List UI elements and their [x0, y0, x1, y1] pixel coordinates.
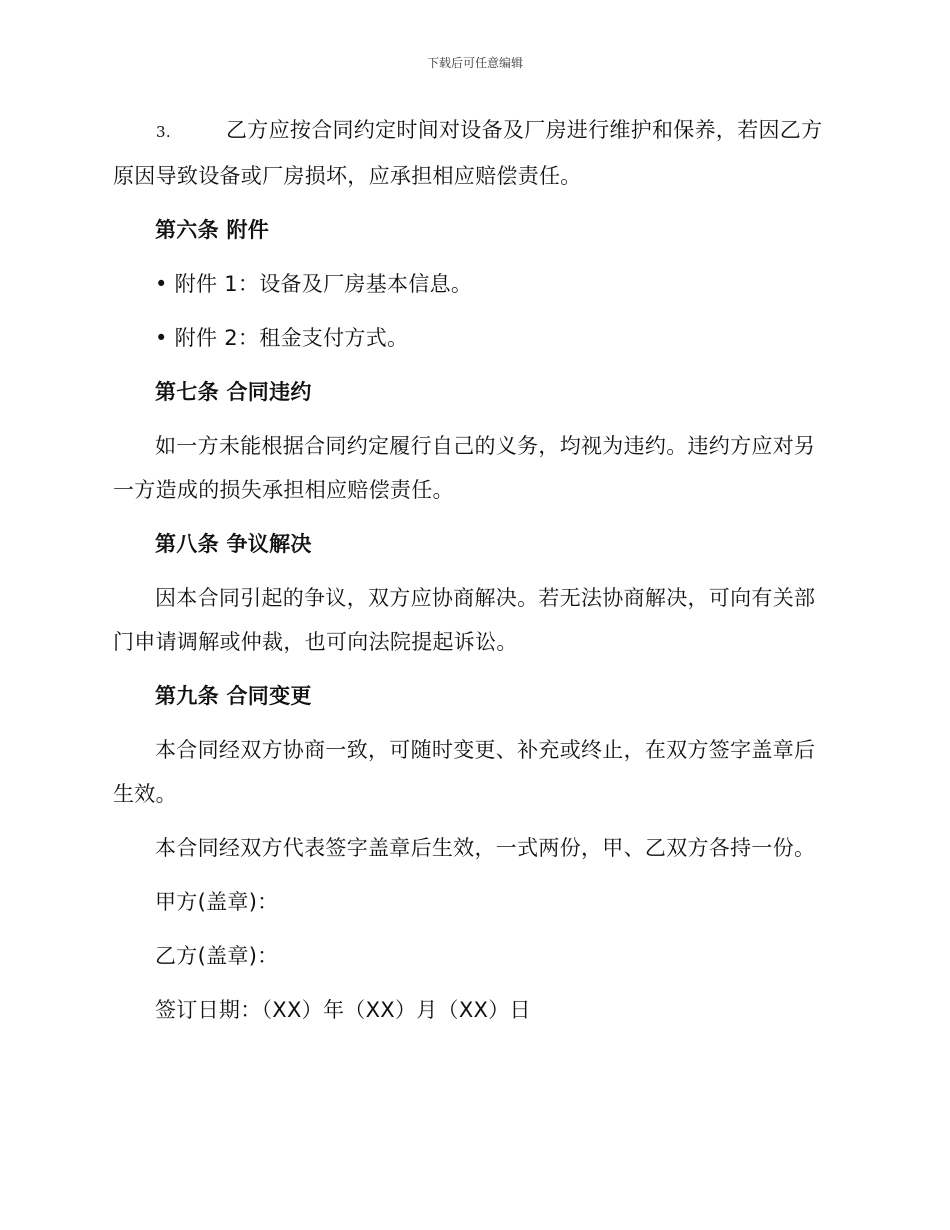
clause-item-3: [113, 108, 833, 198]
article-6-heading: 第六条 附件: [155, 218, 270, 242]
article-9-heading: 第九条 合同变更: [155, 684, 312, 708]
article-7-text: 如一方未能根据合同约定履行自己的义务，均视为违约。违约方应对另一方造成的损失承担相应赔偿责任。: [113, 434, 816, 502]
party-b-signature: 乙方(盖章)：: [155, 944, 279, 968]
document-body: [113, 108, 833, 1042]
article-7-heading: 第七条 合同违约: [155, 380, 312, 404]
article-9-text: 本合同经双方协商一致，可随时变更、补充或终止，在双方签字盖章后生效。: [113, 738, 816, 806]
article-8-text: 因本合同引起的争议，双方应协商解决。若无法协商解决，可向有关部门申请调解或仲裁，也可向法院提起诉讼。: [113, 586, 816, 654]
clause-number: 3.: [156, 123, 171, 141]
closing-text: 本合同经双方代表签字盖章后生效，一式两份，甲、乙双方各持一份。: [155, 836, 816, 860]
party-a-signature: 甲方(盖章)：: [155, 890, 279, 914]
clause-text: 乙方应按合同约定时间对设备及厂房进行维护和保养，若因乙方原因导致设备或厂房损坏，应承担相应赔偿责任。: [113, 118, 823, 188]
signing-date: 签订日期：（XX）年（XX）月（XX）日: [155, 998, 531, 1022]
attachment-2-item: • 附件 2：租金支付方式。: [155, 326, 409, 350]
article-8-heading: 第八条 争议解决: [155, 532, 312, 556]
attachment-1-item: • 附件 1：设备及厂房基本信息。: [155, 272, 473, 296]
page-header: 下载后可任意编辑: [426, 56, 523, 70]
